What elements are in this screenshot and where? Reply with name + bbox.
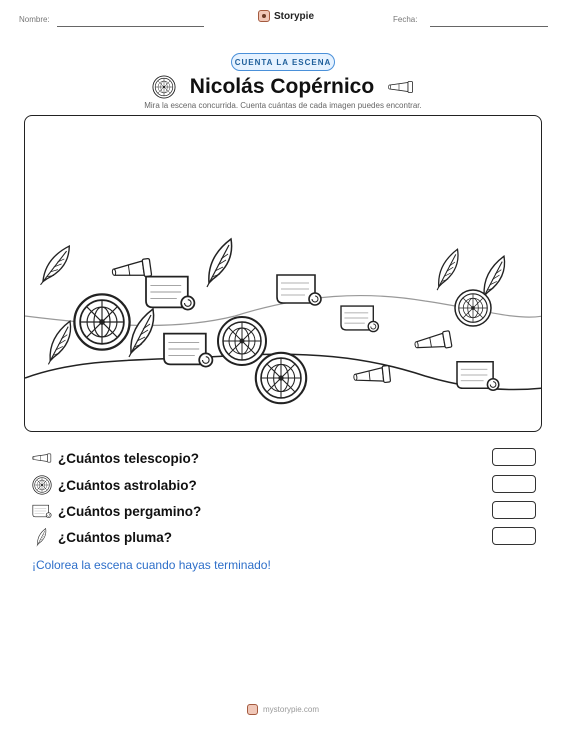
scroll-1	[146, 277, 194, 310]
brand-name: Storypie	[274, 10, 315, 22]
answer-box-telescope[interactable]	[492, 448, 536, 466]
name-line[interactable]	[57, 26, 204, 27]
footer	[0, 704, 566, 715]
feather-5	[437, 249, 458, 290]
astrolabe-3	[256, 353, 306, 403]
question-scroll	[32, 500, 536, 522]
feather-1	[41, 242, 70, 288]
question-astrolabe	[32, 474, 536, 496]
scroll-3	[341, 306, 378, 332]
brand-logo	[258, 10, 314, 22]
feather-icon	[32, 527, 52, 547]
storypie-logo-icon	[258, 10, 270, 22]
coloring-note: ¡Colorea la escena cuando hayas terminado!	[32, 558, 271, 572]
storypie-logo-icon	[247, 704, 258, 715]
question-text: ¿Cuántos pluma?	[58, 529, 172, 545]
feather-3	[48, 321, 70, 364]
astrolabe-icon	[32, 475, 52, 495]
astrolabe-2	[218, 317, 266, 365]
feather-6	[482, 256, 504, 299]
activity-badge: CUENTA LA ESCENA	[231, 53, 335, 71]
footer-url[interactable]: mystorypie.com	[262, 705, 319, 714]
telescope-icon	[388, 77, 414, 97]
question-text: ¿Cuántos astrolabio?	[58, 477, 197, 493]
name-label: Nombre:	[19, 15, 50, 24]
feather-2	[207, 239, 232, 287]
astrolabe-1	[74, 294, 129, 349]
date-label: Fecha:	[393, 15, 418, 24]
answer-box-feather[interactable]	[492, 527, 536, 545]
answer-box-astrolabe[interactable]	[492, 475, 536, 493]
question-telescope	[32, 447, 536, 469]
busy-scene[interactable]	[24, 115, 542, 432]
scene-illustration	[25, 116, 542, 432]
astrolabe-icon	[152, 75, 176, 99]
telescope-2	[414, 331, 452, 354]
astrolabe-4	[455, 290, 491, 326]
telescope-3	[353, 365, 391, 385]
answer-box-scroll[interactable]	[492, 501, 536, 519]
scroll-5	[457, 362, 499, 391]
date-line[interactable]	[430, 26, 548, 27]
scroll-icon	[32, 501, 52, 521]
title-row	[0, 74, 566, 100]
telescope-icon	[32, 448, 52, 468]
question-text: ¿Cuántos pergamino?	[58, 503, 202, 519]
scroll-2	[277, 275, 321, 305]
question-text: ¿Cuántos telescopio?	[58, 450, 200, 466]
question-feather	[32, 526, 536, 548]
instructions: Mira la escena concurrida. Cuenta cuántas de cada imagen puedes encontrar.	[144, 101, 422, 110]
page-title: Nicolás Copérnico	[189, 75, 375, 98]
feather-4	[129, 309, 154, 357]
scroll-4	[164, 334, 212, 367]
